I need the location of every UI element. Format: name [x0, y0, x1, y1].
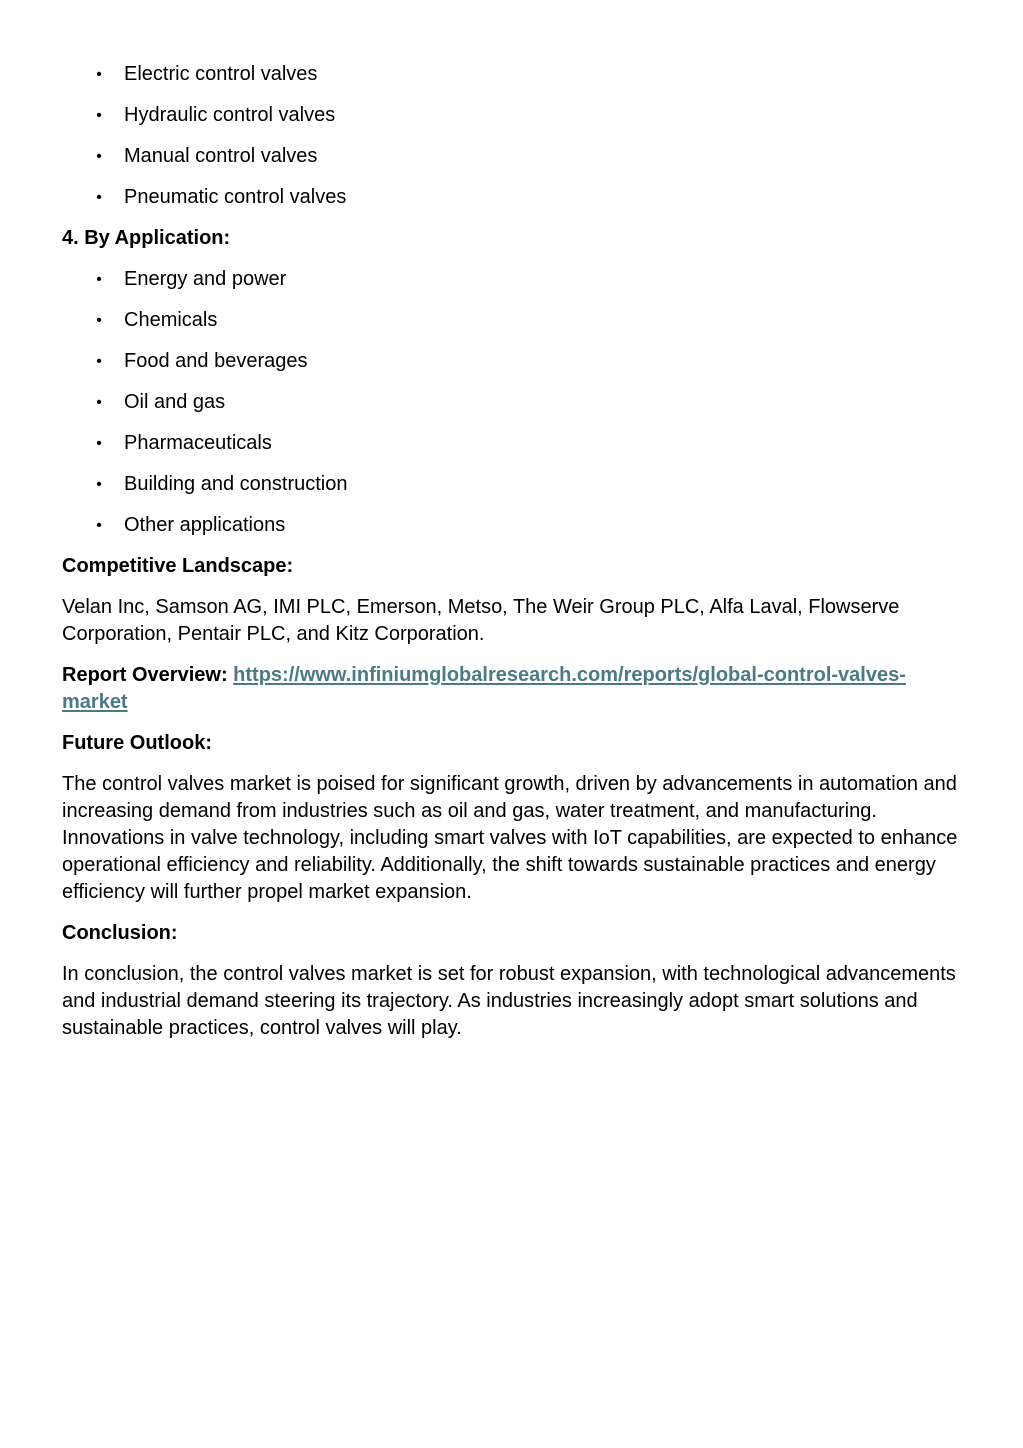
document-page [62, 61, 962, 1056]
list-item [62, 266, 962, 293]
competitive-landscape-text: Velan Inc, Samson AG, IMI PLC, Emerson, Metso, The Weir Group PLC, Alfa Laval, Flowserve Corporation, Pentair PLC, and Kitz Corporation. [62, 596, 900, 645]
bullet-icon: • [96, 394, 102, 411]
list-item [62, 61, 962, 88]
list-item-label: Chemicals [124, 309, 218, 331]
conclusion-heading: Conclusion: [62, 922, 178, 944]
list-item-label: Oil and gas [124, 391, 226, 413]
bullet-icon: • [96, 353, 102, 370]
list-item-label: Energy and power [124, 268, 287, 290]
bullet-icon: • [96, 517, 102, 534]
bullet-icon: • [96, 476, 102, 493]
list-item [62, 143, 962, 170]
list-item-label: Building and construction [124, 473, 348, 495]
list-item-label: Pneumatic control valves [124, 186, 347, 208]
list-item-label: Pharmaceuticals [124, 432, 272, 454]
future-outlook-text: The control valves market is poised for significant growth, driven by advancements in automation and increasing demand from industries such as oil and gas, water treatment, and manufacturing. Innovations in valve technology, including smart valves with IoT capabilities, are expected to enhance operational efficiency and reliability. Additionally, the shift towards sustainable practices and energy efficiency will further propel market expansion. [62, 773, 958, 903]
list-item-label: Manual control valves [124, 145, 318, 167]
list-item [62, 430, 962, 457]
bullet-icon: • [96, 148, 102, 165]
list-item-label: Hydraulic control valves [124, 104, 336, 126]
competitive-landscape-heading: Competitive Landscape: [62, 555, 294, 577]
list-item-label: Other applications [124, 514, 286, 536]
bullet-icon: • [96, 271, 102, 288]
application-heading: 4. By Application: [62, 227, 231, 249]
list-item-label: Electric control valves [124, 63, 318, 85]
bullet-icon: • [96, 189, 102, 206]
report-overview-link[interactable]: https://www.infiniumglobalresearch.com/reports/global-control-valves-market [62, 664, 906, 713]
list-item [62, 389, 962, 416]
conclusion-text: In conclusion, the control valves market is set for robust expansion, with technological advancements and industrial demand steering its trajectory. As industries increasingly adopt smart solutions and sustainable practices, control valves will play. [62, 963, 956, 1039]
list-item [62, 307, 962, 334]
report-overview-label: Report Overview: [62, 664, 228, 686]
bullet-icon: • [96, 312, 102, 329]
control-type-list [62, 61, 962, 211]
list-item [62, 471, 962, 498]
list-item [62, 102, 962, 129]
bullet-icon: • [96, 66, 102, 83]
list-item [62, 512, 962, 539]
application-list [62, 266, 962, 539]
list-item-label: Food and beverages [124, 350, 308, 372]
bullet-icon: • [96, 435, 102, 452]
list-item [62, 184, 962, 211]
future-outlook-heading: Future Outlook: [62, 732, 212, 754]
report-overview [62, 662, 962, 716]
list-item [62, 348, 962, 375]
bullet-icon: • [96, 107, 102, 124]
